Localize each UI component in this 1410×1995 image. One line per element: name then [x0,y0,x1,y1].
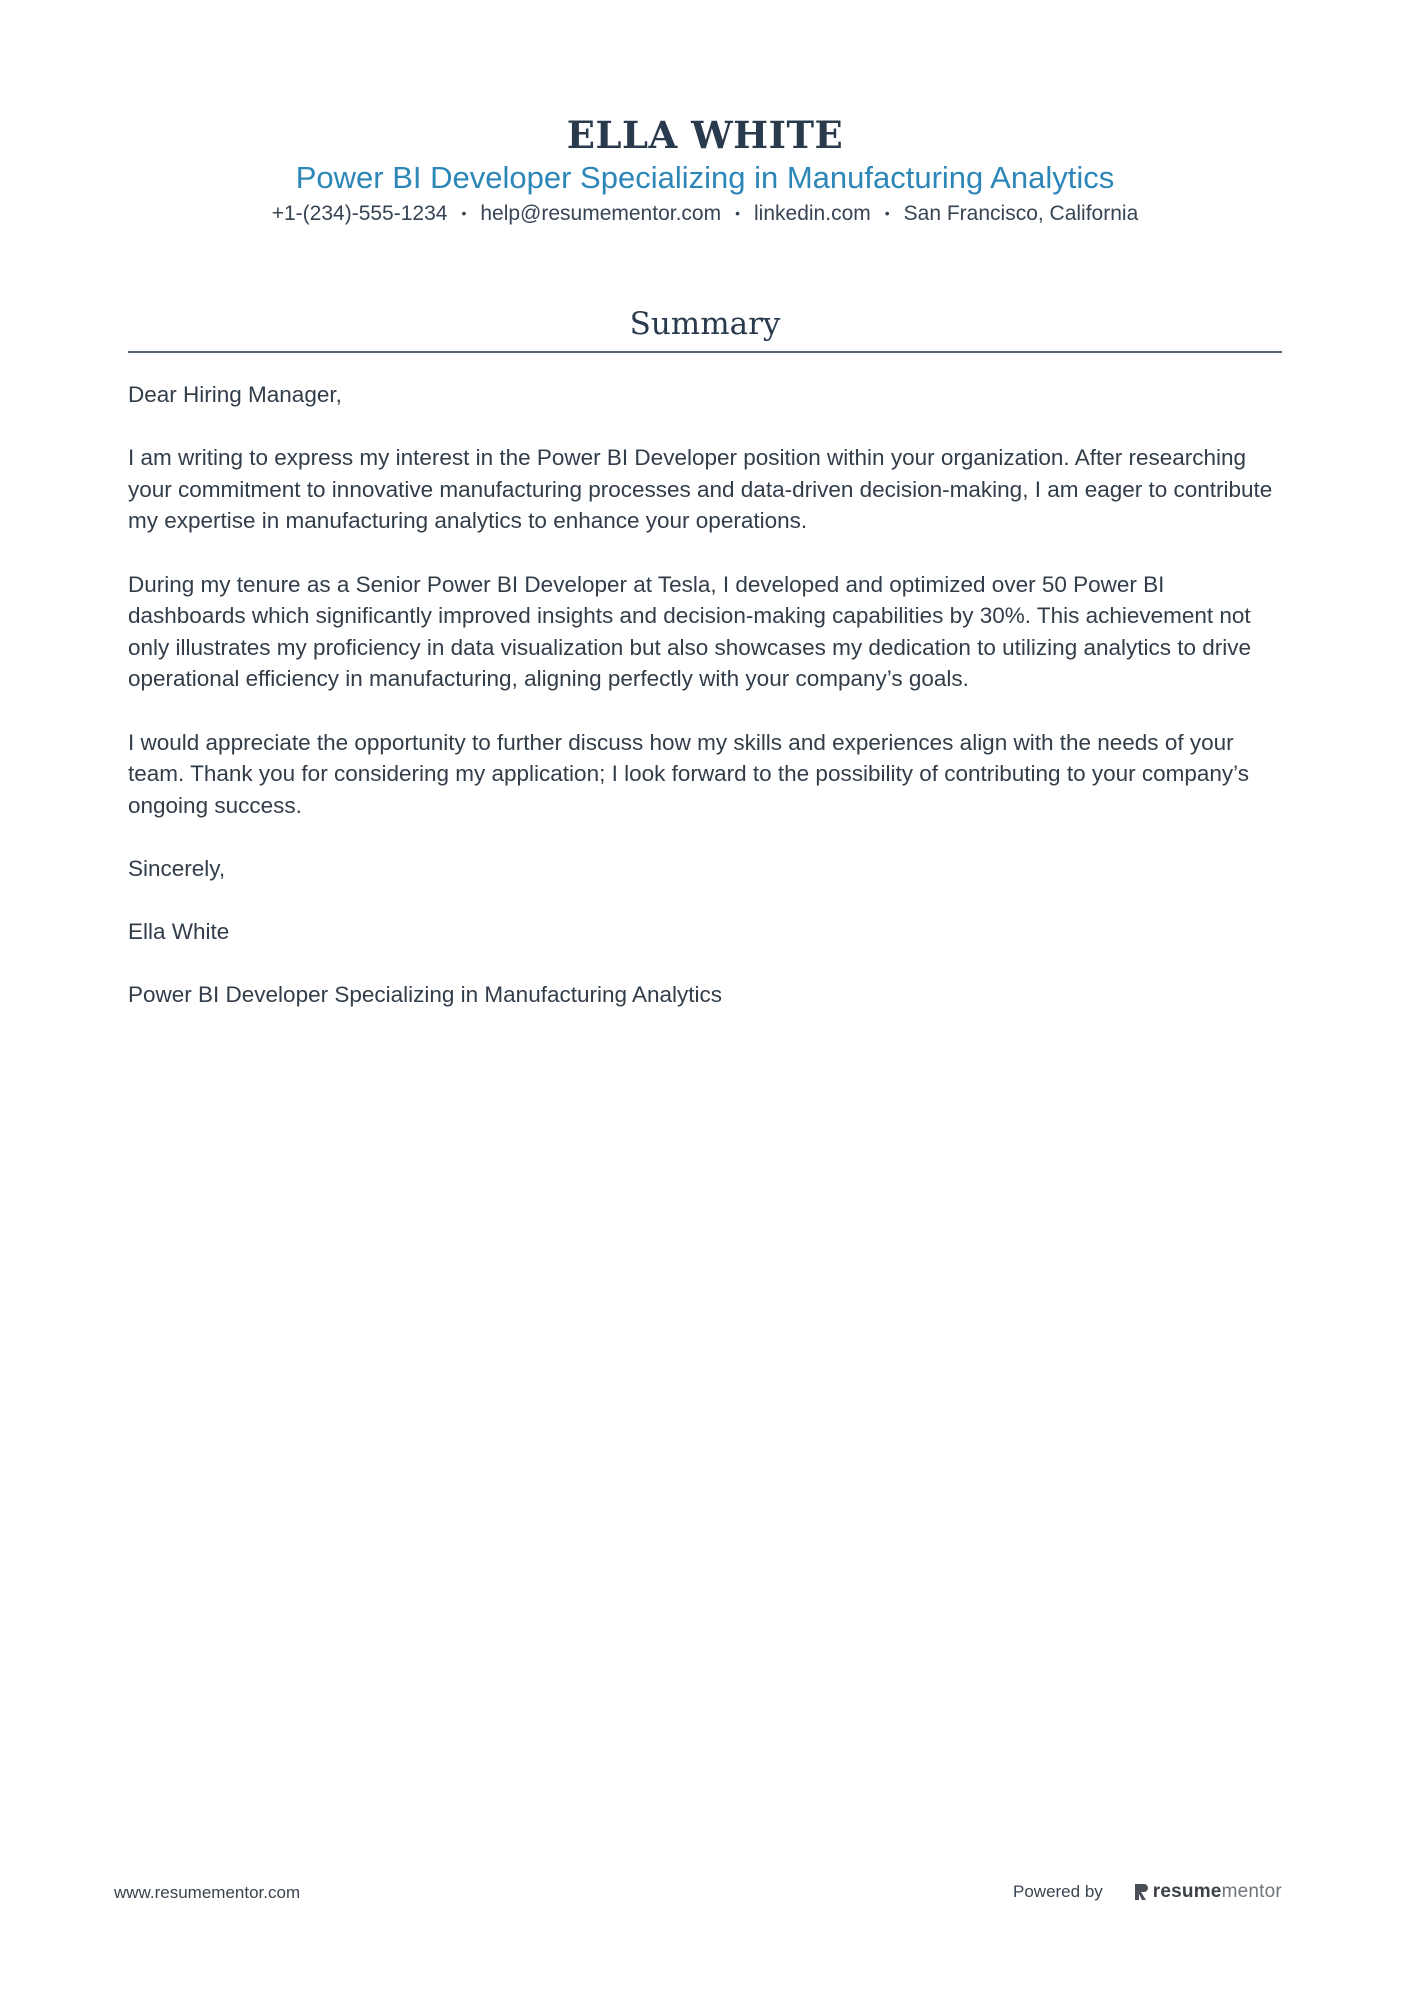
separator-dot: • [461,205,467,221]
salutation: Dear Hiring Manager, [128,382,342,407]
signature-title: Power BI Developer Specializing in Manufacturing Analytics [128,982,723,1008]
separator-dot: • [884,205,890,221]
contact-line [0,198,1410,229]
section-heading-summary: Summary [629,306,781,342]
letter-paragraph: I am writing to express my interest in the Power BI Developer position within your organization. After researching your commitment to innovative manufacturing processes and data-driven decision-making, I am eager to contribute my expertise in manufacturing analytics to enhance your operations. [128,445,1273,534]
contact-email[interactable]: help@resumementor.com [480,202,722,225]
letter-paragraph: I would appreciate the opportunity to further discuss how my skills and experiences align with the needs of your team. Thank you for considering my application; I look forward to the possibility of contributing to your company’s ongoing success. [128,729,1249,818]
letter-body [128,379,1288,1042]
footer-branding [1013,1878,1282,1906]
applicant-name: ELLA WHITE [566,113,844,157]
resumementor-logo[interactable] [1133,1881,1282,1903]
signature-name: Ella White [128,919,230,945]
brand-wordmark-light: mentor [1221,1881,1282,1902]
brand-wordmark [1153,1881,1282,1903]
closing: Sincerely, [128,855,226,881]
powered-by-label: Powered by [1013,1882,1103,1901]
contact-location: San Francisco, California [903,202,1139,225]
contact-linkedin[interactable]: linkedin.com [754,202,871,225]
brand-wordmark-bold: resume [1152,1881,1222,1902]
section-divider [128,351,1282,353]
letter-header [0,112,1410,229]
contact-phone: +1-(234)-555-1234 [271,202,448,225]
resumementor-logo-icon [1133,1882,1149,1902]
applicant-title: Power BI Developer Specializing in Manufacturing Analytics [295,160,1115,195]
separator-dot: • [735,205,741,221]
footer-website[interactable]: www.resumementor.com [114,1883,301,1902]
letter-paragraph: During my tenure as a Senior Power BI Developer at Tesla, I developed and optimized over 50 Power BI dashboards which significantly improved insights and decision-making capabilities by 30%. This achievement not only illustrates my proficiency in data visualization but also showcases my dedication to utilizing analytics to drive operational efficiency in manufacturing, aligning perfectly with your company’s goals. [128,571,1252,692]
